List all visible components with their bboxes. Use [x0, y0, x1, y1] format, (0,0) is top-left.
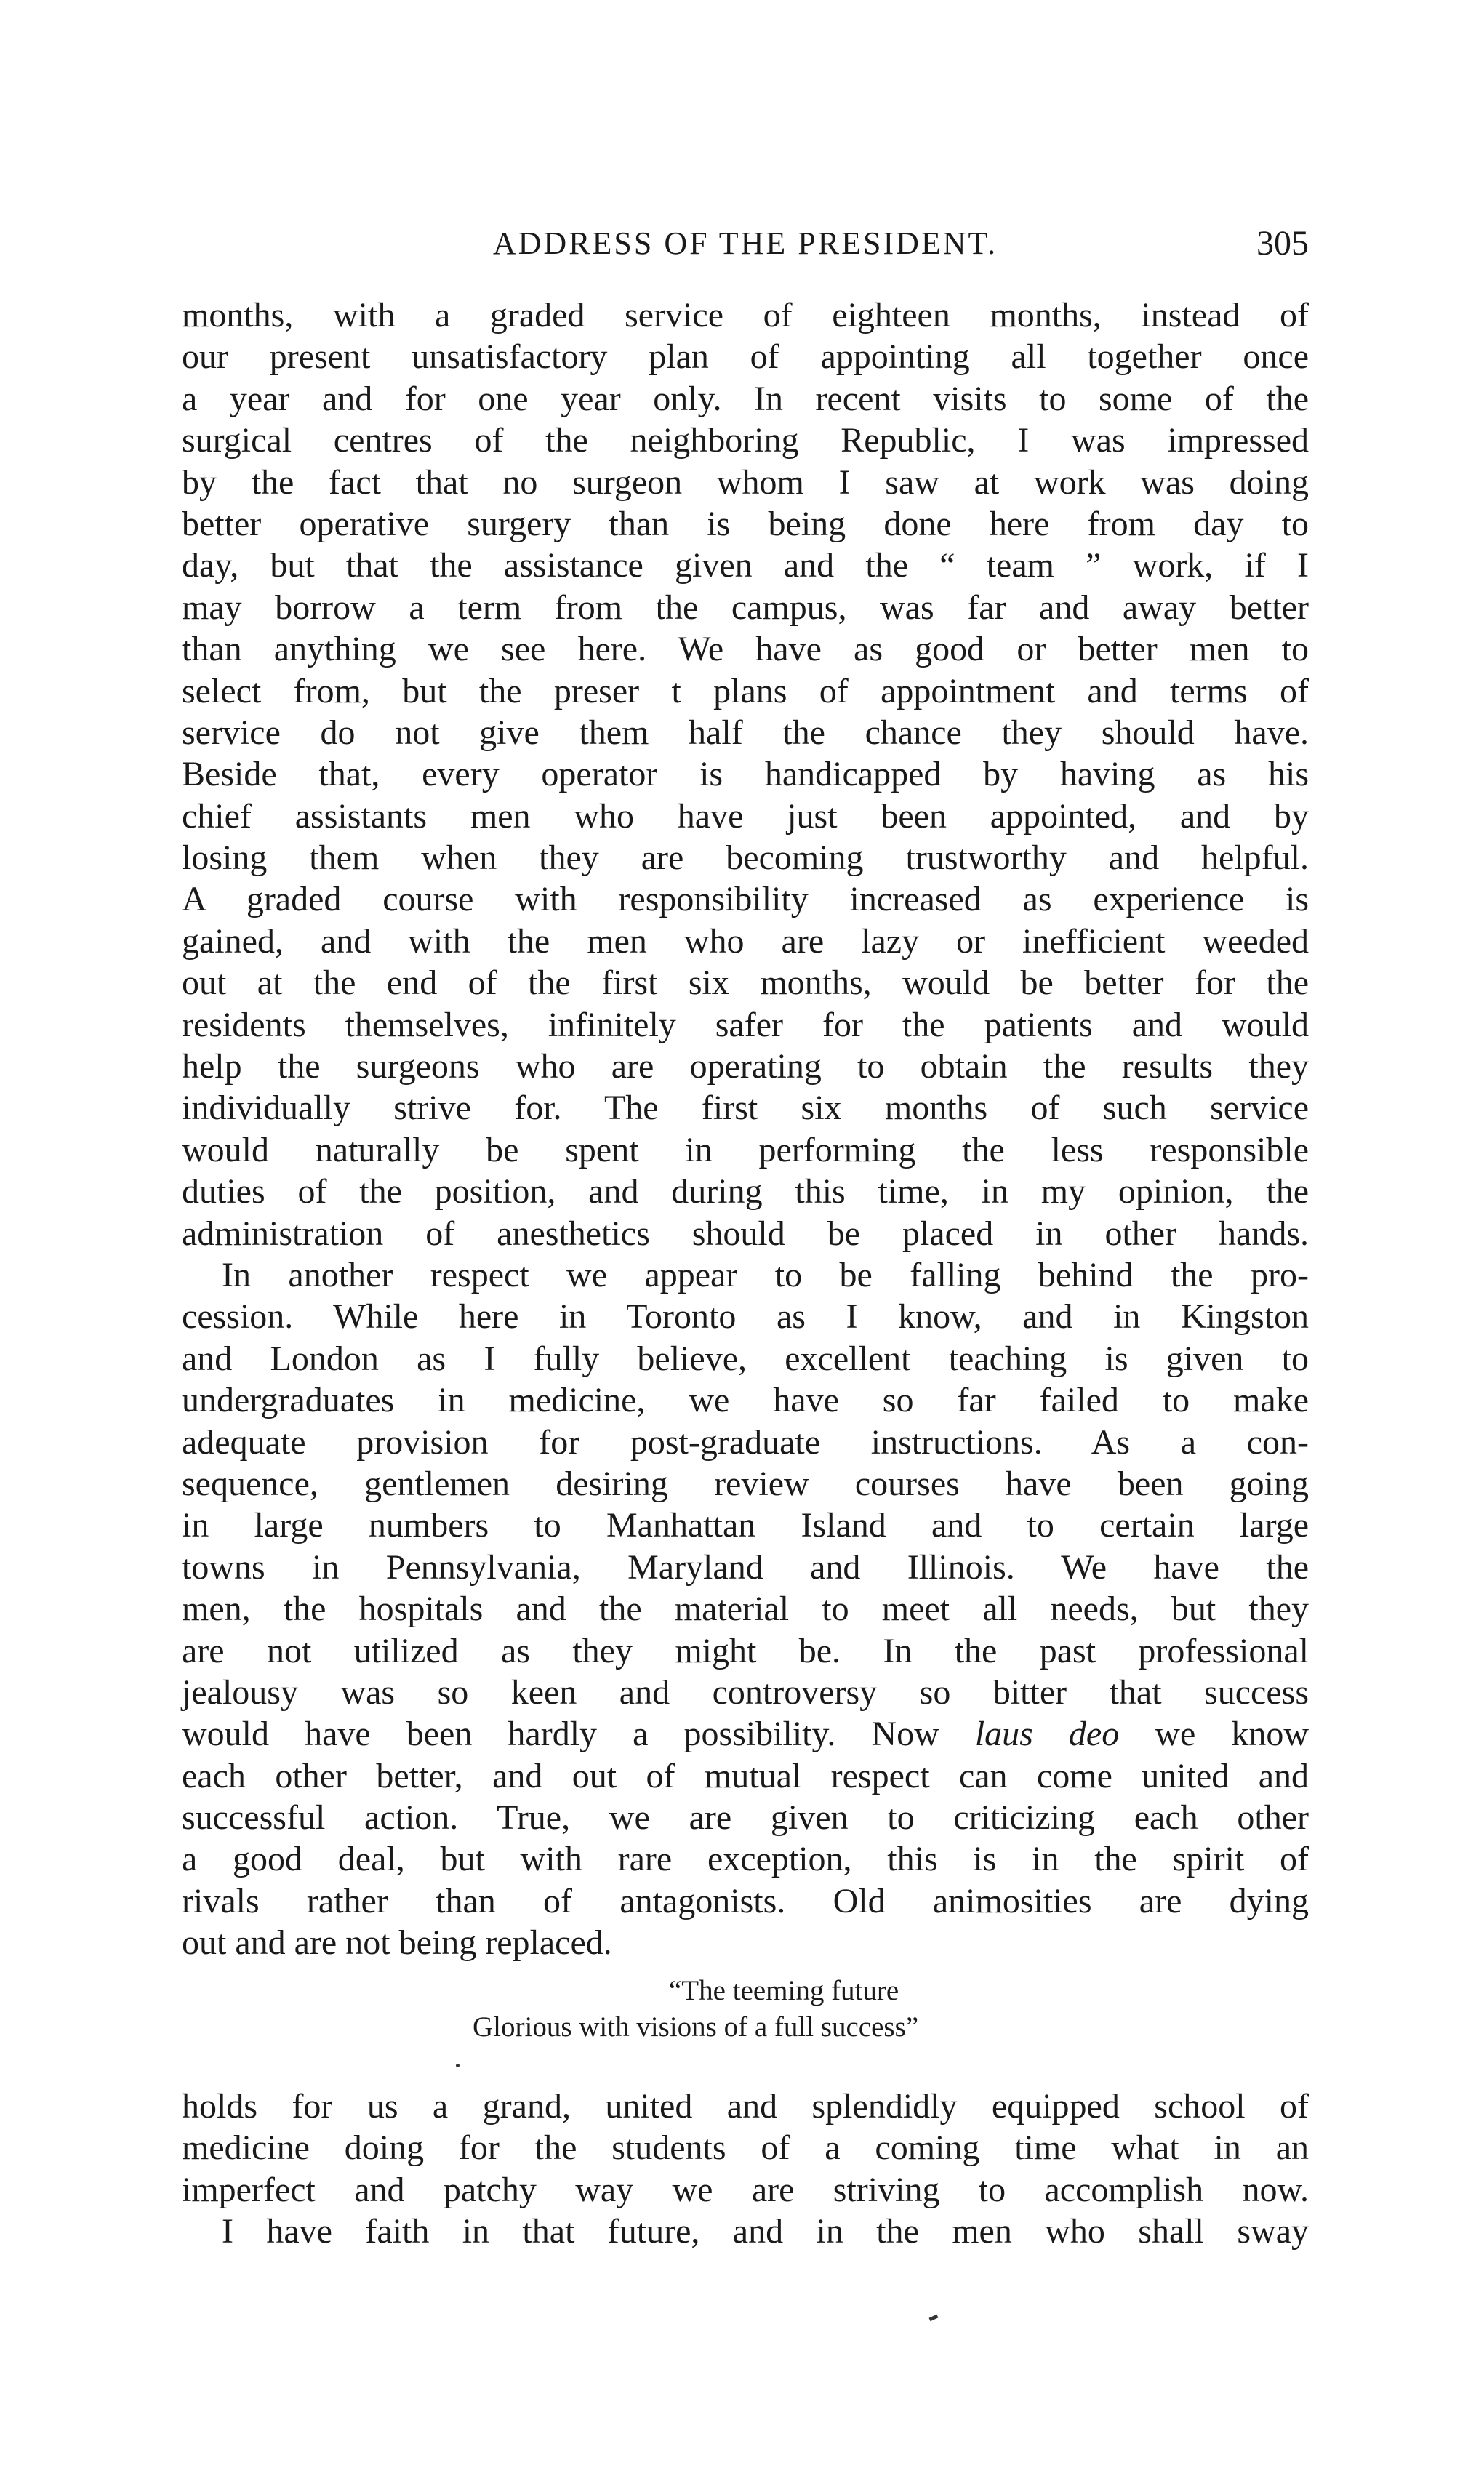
text-line: months, with a graded service of eighteen months, instead of: [182, 296, 1309, 334]
text-line: help the surgeons who are operating to obtain the results they: [182, 1047, 1309, 1086]
text-line: A graded course with responsibility increased as experience is: [182, 880, 1309, 919]
text-line: each other better, and out of mutual respect can come united and: [182, 1756, 1309, 1795]
text-line: Beside that, every operator is handicapped by having as his: [182, 755, 1309, 794]
text-line: select from, but the preser t plans of appointment and terms of: [182, 671, 1309, 710]
text-line: by the fact that no surgeon whom I saw at work was doing: [182, 462, 1309, 502]
text-segment: would have been hardly a possibility. Now: [182, 1715, 975, 1754]
text-line: jealousy was so keen and controversy so bitter that success: [182, 1672, 1309, 1712]
block-quote: [182, 1973, 1309, 2046]
ink-speck: [456, 2064, 460, 2067]
italic-phrase: laus deo: [974, 1715, 1120, 1754]
ink-speck: [929, 2315, 939, 2322]
text-line: surgical centres of the neighboring Republic, I was impressed: [182, 421, 1309, 460]
text-line: I have faith in that future, and in the men who shall sway: [222, 2212, 1309, 2251]
text-line: towns in Pennsylvania, Maryland and Illinois. We have the: [182, 1547, 1309, 1587]
text-line: sequence, gentlemen desiring review courses have been going: [182, 1464, 1309, 1503]
text-line: and London as I fully believe, excellent teaching is given to: [182, 1339, 1309, 1378]
text-line: out and are not being replaced.: [182, 1923, 612, 1963]
text-line: administration of anesthetics should be placed in other hands.: [182, 1214, 1309, 1253]
main-text-continued: [182, 2086, 1309, 2253]
main-text: [182, 295, 1309, 1964]
quote-line: Glorious with visions of a full success”: [473, 2011, 919, 2043]
text-line: in large numbers to Manhattan Island and to certain large: [182, 1506, 1309, 1545]
text-line: rivals rather than of antagonists. Old animosities are dying: [182, 1881, 1309, 1920]
text-line: holds for us a grand, united and splendidly equipped school of: [182, 2087, 1309, 2126]
text-line: a good deal, but with rare exception, this is in the spirit of: [182, 1840, 1309, 1879]
text-line: losing them when they are becoming trustworthy and helpful.: [182, 838, 1309, 878]
text-line: gained, and with the men who are lazy or inefficient weeded: [182, 921, 1309, 961]
text-line: imperfect and patchy way we are striving to accomplish now.: [182, 2170, 1309, 2209]
page-number: 305: [1256, 224, 1309, 263]
text-line: than anything we see here. We have as good or better men to: [182, 630, 1309, 669]
text-line: successful action. True, we are given to criticizing each other: [182, 1798, 1309, 1838]
text-line: our present unsatisfactory plan of appointing all together once: [182, 337, 1309, 377]
text-line: day, but that the assistance given and the “ team ” work, if I: [182, 546, 1309, 585]
page-header: [182, 218, 1309, 269]
text-line: out at the end of the first six months, would be better for the: [182, 963, 1309, 1003]
text-line: men, the hospitals and the material to meet all needs, but they: [182, 1590, 1309, 1629]
text-line: individually strive for. The first six months of such service: [182, 1089, 1309, 1128]
text-segment: we know: [1119, 1715, 1309, 1754]
text-line-with-italic: [182, 1713, 1309, 1755]
text-line: residents themselves, infinitely safer for the patients and would: [182, 1005, 1309, 1044]
running-head: ADDRESS OF THE PRESIDENT.: [492, 225, 998, 261]
text-line: undergraduates in medicine, we have so far failed to make: [182, 1381, 1309, 1420]
text-line: better operative surgery than is being done here from day to: [182, 504, 1309, 543]
text-line: adequate provision for post-graduate instructions. As a con-: [182, 1422, 1309, 1462]
text-line: In another respect we appear to be falling behind the pro-: [222, 1255, 1309, 1294]
quote-line: “The teeming future: [669, 1975, 899, 2006]
text-line: cession. While here in Toronto as I know, and in Kingston: [182, 1297, 1309, 1337]
text-line: may borrow a term from the campus, was far and away better: [182, 588, 1309, 627]
text-line: would naturally be spent in performing the less responsible: [182, 1130, 1309, 1169]
text-line: medicine doing for the students of a coming time what in an: [182, 2128, 1309, 2168]
text-line: a year and for one year only. In recent visits to some of the: [182, 379, 1309, 418]
text-line: are not utilized as they might be. In the past professional: [182, 1631, 1309, 1670]
text-line: chief assistants men who have just been appointed, and by: [182, 796, 1309, 836]
text-line: service do not give them half the chance they should have.: [182, 713, 1309, 752]
text-line: duties of the position, and during this time, in my opinion, the: [182, 1172, 1309, 1211]
